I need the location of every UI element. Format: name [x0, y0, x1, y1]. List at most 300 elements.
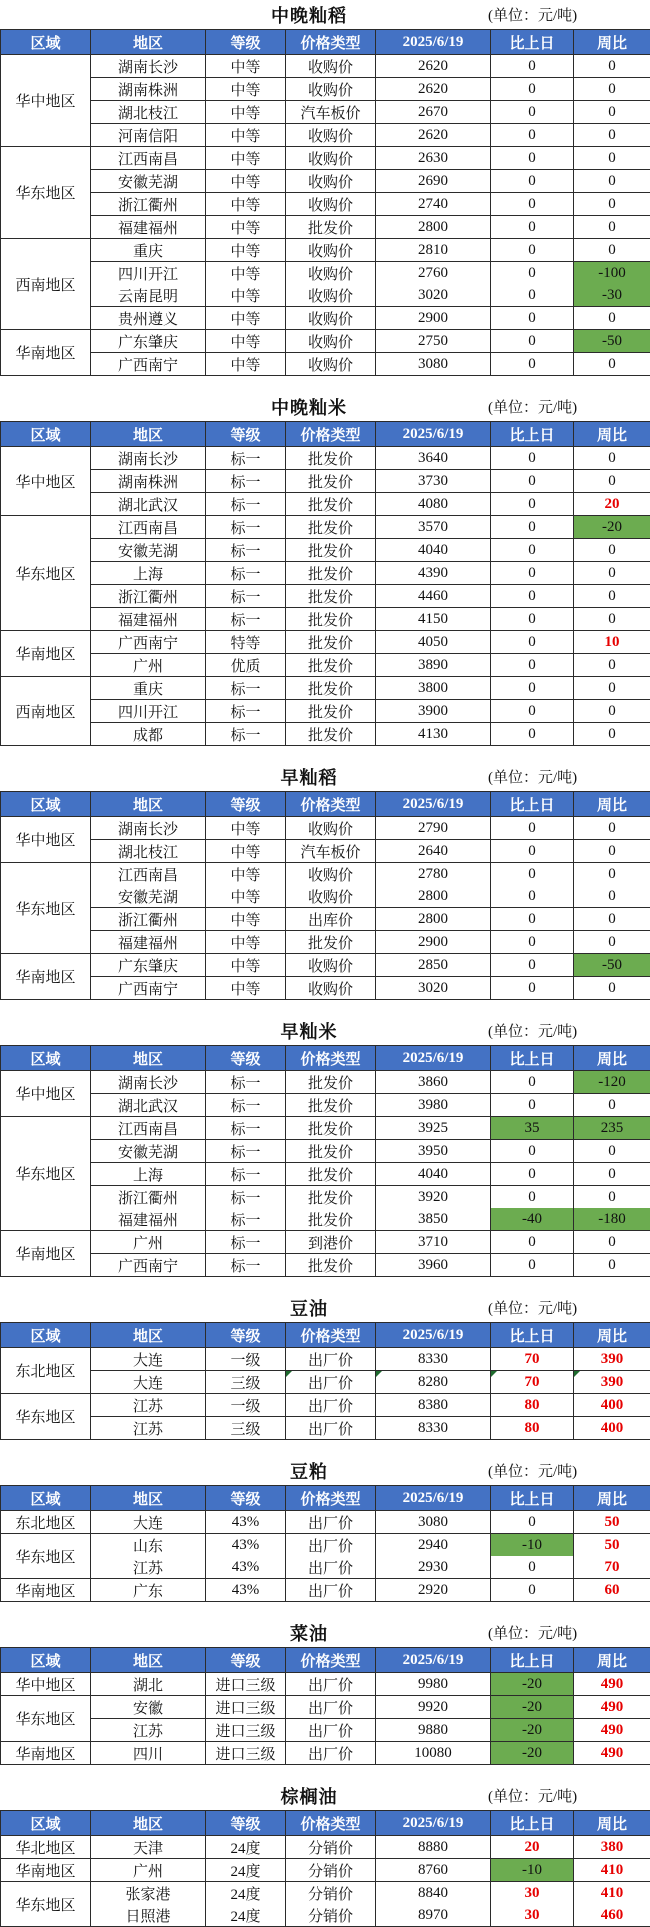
grade-cell: 中等	[206, 239, 286, 262]
grade-cell: 中等	[206, 55, 286, 78]
grade-cell: 标一	[206, 516, 286, 539]
column-header: 区域	[1, 792, 91, 817]
area-cell: 河南信阳	[91, 124, 206, 147]
grade-cell: 标一	[206, 1140, 286, 1163]
column-header: 区域	[1, 1046, 91, 1071]
column-header: 比上日	[491, 1486, 574, 1511]
price-cell: 3080	[376, 1511, 491, 1534]
table-row	[1, 700, 650, 723]
grade-cell: 标一	[206, 1231, 286, 1254]
region-cell: 华中地区	[1, 817, 91, 863]
day-change-cell: 0	[491, 55, 574, 78]
area-cell: 福建福州	[91, 216, 206, 239]
day-change-cell: 0	[491, 1579, 574, 1602]
column-header: 区域	[1, 1648, 91, 1673]
day-change-cell: 0	[491, 817, 574, 840]
week-change-cell: 235	[574, 1117, 650, 1140]
day-change-cell: -20	[491, 1719, 574, 1742]
week-change-cell: 490	[574, 1719, 650, 1742]
week-change-cell: 0	[574, 470, 650, 493]
area-cell: 广西南宁	[91, 1254, 206, 1277]
table-row	[1, 1071, 650, 1094]
day-change-cell: 0	[491, 654, 574, 677]
grade-cell: 特等	[206, 631, 286, 654]
price-cell: 3570	[376, 516, 491, 539]
day-change-cell: 0	[491, 493, 574, 516]
column-header: 地区	[91, 792, 206, 817]
day-change-cell: 0	[491, 585, 574, 608]
price-cell: 2850	[376, 954, 491, 977]
price-cell: 3960	[376, 1254, 491, 1277]
day-change-cell: 0	[491, 840, 574, 863]
table-title: 棕榈油	[130, 1783, 488, 1809]
column-header: 区域	[1, 1323, 91, 1348]
day-change-cell: 0	[491, 284, 574, 307]
table-title-row	[0, 1456, 650, 1485]
area-cell: 江苏	[91, 1417, 206, 1440]
comment-marker-icon	[491, 1371, 497, 1377]
column-header: 比上日	[491, 30, 574, 55]
header-row	[1, 1486, 650, 1511]
column-header: 比上日	[491, 1323, 574, 1348]
week-change-cell: 380	[574, 1836, 650, 1859]
day-change-cell: 0	[491, 78, 574, 101]
price-type-cell: 批发价	[286, 447, 376, 470]
price-type-cell: 批发价	[286, 677, 376, 700]
area-cell: 江苏	[91, 1719, 206, 1742]
price-type-cell: 批发价	[286, 631, 376, 654]
price-type-cell: 分销价	[286, 1859, 376, 1882]
price-type-cell: 批发价	[286, 585, 376, 608]
price-cell: 8970	[376, 1904, 491, 1927]
table-row	[1, 677, 650, 700]
day-change-cell: 0	[491, 977, 574, 1000]
day-change-cell: 0	[491, 931, 574, 954]
table-row	[1, 147, 650, 170]
grade-cell: 24度	[206, 1836, 286, 1859]
area-cell: 安徽	[91, 1696, 206, 1719]
table-row	[1, 863, 650, 886]
header-row	[1, 792, 650, 817]
region-cell: 华北地区	[1, 1836, 91, 1859]
area-cell: 湖北枝江	[91, 101, 206, 124]
table-row	[1, 55, 650, 78]
grade-cell: 标一	[206, 562, 286, 585]
price-cell: 2670	[376, 101, 491, 124]
week-change-cell: 0	[574, 1231, 650, 1254]
price-cell: 3920	[376, 1186, 491, 1209]
unit-label: (单位：元/吨)	[488, 1020, 650, 1041]
price-type-cell: 收购价	[286, 239, 376, 262]
area-cell: 湖南长沙	[91, 447, 206, 470]
table-section-5	[0, 1293, 650, 1440]
area-cell: 江西南昌	[91, 863, 206, 886]
price-cell: 2900	[376, 931, 491, 954]
unit-label: (单位：元/吨)	[488, 1622, 650, 1643]
price-cell: 8280	[376, 1371, 491, 1394]
week-change-cell: 0	[574, 539, 650, 562]
day-change-cell: 0	[491, 1140, 574, 1163]
region-cell: 华南地区	[1, 1231, 91, 1277]
price-table	[0, 1485, 650, 1602]
week-change-cell: -50	[574, 330, 650, 353]
day-change-cell: 20	[491, 1836, 574, 1859]
price-type-cell: 收购价	[286, 307, 376, 330]
price-cell: 2920	[376, 1579, 491, 1602]
column-header: 等级	[206, 30, 286, 55]
week-change-cell: 0	[574, 147, 650, 170]
column-header: 比上日	[491, 1046, 574, 1071]
day-change-cell: 0	[491, 516, 574, 539]
table-row	[1, 1859, 650, 1882]
grade-cell: 三级	[206, 1417, 286, 1440]
table-row	[1, 1371, 650, 1394]
area-cell: 湖北枝江	[91, 840, 206, 863]
table-row	[1, 539, 650, 562]
table-title-row	[0, 392, 650, 421]
price-type-cell: 出厂价	[286, 1579, 376, 1602]
table-row	[1, 1094, 650, 1117]
column-header: 地区	[91, 1486, 206, 1511]
price-type-cell: 出厂价	[286, 1673, 376, 1696]
column-header: 等级	[206, 1811, 286, 1836]
column-header: 等级	[206, 1486, 286, 1511]
day-change-cell: 0	[491, 353, 574, 376]
table-row	[1, 1394, 650, 1417]
area-cell: 浙江衢州	[91, 193, 206, 216]
table-row	[1, 1163, 650, 1186]
area-cell: 湖北武汉	[91, 493, 206, 516]
table-row	[1, 239, 650, 262]
price-type-cell: 批发价	[286, 1140, 376, 1163]
price-cell: 4150	[376, 608, 491, 631]
grade-cell: 优质	[206, 654, 286, 677]
grade-cell: 标一	[206, 493, 286, 516]
column-header: 地区	[91, 30, 206, 55]
area-cell: 安徽芜湖	[91, 539, 206, 562]
region-cell: 华南地区	[1, 631, 91, 677]
column-header: 周比	[574, 1648, 650, 1673]
price-type-cell: 收购价	[286, 885, 376, 908]
day-change-cell: 0	[491, 470, 574, 493]
day-change-cell: 0	[491, 677, 574, 700]
grade-cell: 进口三级	[206, 1719, 286, 1742]
area-cell: 湖北武汉	[91, 1094, 206, 1117]
region-cell: 华东地区	[1, 1394, 91, 1440]
area-cell: 大连	[91, 1371, 206, 1394]
table-row	[1, 840, 650, 863]
day-change-cell: 0	[491, 562, 574, 585]
day-change-cell: 0	[491, 170, 574, 193]
region-cell: 华南地区	[1, 1859, 91, 1882]
day-change-cell: -20	[491, 1742, 574, 1765]
column-header: 区域	[1, 30, 91, 55]
column-header: 等级	[206, 1046, 286, 1071]
table-row	[1, 1719, 650, 1742]
grade-cell: 24度	[206, 1859, 286, 1882]
price-type-cell: 批发价	[286, 1071, 376, 1094]
area-cell: 湖北	[91, 1673, 206, 1696]
price-type-cell: 批发价	[286, 562, 376, 585]
area-cell: 大连	[91, 1511, 206, 1534]
day-change-cell: 0	[491, 723, 574, 746]
grade-cell: 标一	[206, 1186, 286, 1209]
area-cell: 大连	[91, 1348, 206, 1371]
week-change-cell: 0	[574, 447, 650, 470]
area-cell: 湖南长沙	[91, 55, 206, 78]
price-cell: 3730	[376, 470, 491, 493]
price-cell: 3020	[376, 977, 491, 1000]
table-title-row	[0, 1293, 650, 1322]
column-header: 区域	[1, 422, 91, 447]
grade-cell: 标一	[206, 539, 286, 562]
price-cell: 3860	[376, 1071, 491, 1094]
table-row	[1, 353, 650, 376]
grade-cell: 标一	[206, 1163, 286, 1186]
column-header: 价格类型	[286, 1486, 376, 1511]
week-change-cell: -30	[574, 284, 650, 307]
week-change-cell: 0	[574, 677, 650, 700]
area-cell: 江苏	[91, 1394, 206, 1417]
table-gap	[0, 1000, 650, 1016]
area-cell: 福建福州	[91, 608, 206, 631]
area-cell: 浙江衢州	[91, 585, 206, 608]
week-change-cell: 0	[574, 608, 650, 631]
price-cell: 4040	[376, 1163, 491, 1186]
table-row	[1, 124, 650, 147]
week-change-cell: 50	[574, 1511, 650, 1534]
price-cell: 2940	[376, 1534, 491, 1557]
header-row	[1, 1046, 650, 1071]
price-cell: 2800	[376, 908, 491, 931]
day-change-cell: 0	[491, 1094, 574, 1117]
grade-cell: 中等	[206, 908, 286, 931]
area-cell: 张家港	[91, 1882, 206, 1905]
price-type-cell: 收购价	[286, 977, 376, 1000]
column-header: 区域	[1, 1486, 91, 1511]
grade-cell: 中等	[206, 101, 286, 124]
price-type-cell: 收购价	[286, 78, 376, 101]
area-cell: 福建福州	[91, 931, 206, 954]
column-header: 比上日	[491, 792, 574, 817]
column-header: 等级	[206, 422, 286, 447]
day-change-cell: 0	[491, 700, 574, 723]
comment-marker-icon	[574, 1371, 580, 1377]
area-cell: 上海	[91, 1163, 206, 1186]
week-change-cell: 0	[574, 723, 650, 746]
week-change-cell: -20	[574, 516, 650, 539]
day-change-cell: 70	[491, 1371, 574, 1394]
week-change-cell: -120	[574, 1071, 650, 1094]
column-header: 2025/6/19	[376, 1323, 491, 1348]
column-header: 2025/6/19	[376, 1811, 491, 1836]
area-cell: 广州	[91, 1231, 206, 1254]
grade-cell: 标一	[206, 1208, 286, 1231]
table-row	[1, 908, 650, 931]
day-change-cell: 80	[491, 1417, 574, 1440]
price-cell: 2620	[376, 78, 491, 101]
area-cell: 广东肇庆	[91, 954, 206, 977]
column-header: 等级	[206, 1323, 286, 1348]
area-cell: 重庆	[91, 239, 206, 262]
table-row	[1, 101, 650, 124]
grade-cell: 标一	[206, 608, 286, 631]
grade-cell: 标一	[206, 1254, 286, 1277]
day-change-cell: 80	[491, 1394, 574, 1417]
price-cell: 4040	[376, 539, 491, 562]
week-change-cell: 400	[574, 1394, 650, 1417]
region-cell: 华南地区	[1, 1579, 91, 1602]
day-change-cell: 0	[491, 885, 574, 908]
day-change-cell: 0	[491, 1186, 574, 1209]
day-change-cell: 0	[491, 147, 574, 170]
price-cell: 3710	[376, 1231, 491, 1254]
comment-marker-icon	[286, 1371, 292, 1377]
price-cell: 2810	[376, 239, 491, 262]
table-row	[1, 193, 650, 216]
area-cell: 山东	[91, 1534, 206, 1557]
week-change-cell: 0	[574, 1094, 650, 1117]
table-row	[1, 654, 650, 677]
day-change-cell: 30	[491, 1904, 574, 1927]
table-row	[1, 1348, 650, 1371]
table-row	[1, 608, 650, 631]
table-section-2	[0, 392, 650, 746]
week-change-cell: 0	[574, 908, 650, 931]
table-row	[1, 1186, 650, 1209]
column-header: 价格类型	[286, 422, 376, 447]
region-cell: 华东地区	[1, 516, 91, 631]
day-change-cell: -10	[491, 1859, 574, 1882]
price-type-cell: 收购价	[286, 124, 376, 147]
price-cell: 3080	[376, 353, 491, 376]
table-gap	[0, 1602, 650, 1618]
table-row	[1, 1140, 650, 1163]
grade-cell: 三级	[206, 1371, 286, 1394]
table-row	[1, 170, 650, 193]
grade-cell: 标一	[206, 700, 286, 723]
week-change-cell: 0	[574, 585, 650, 608]
grade-cell: 中等	[206, 817, 286, 840]
week-change-cell: 0	[574, 1254, 650, 1277]
price-cell: 2630	[376, 147, 491, 170]
price-cell: 2780	[376, 863, 491, 886]
column-header: 2025/6/19	[376, 792, 491, 817]
table-row	[1, 330, 650, 353]
week-change-cell: 0	[574, 562, 650, 585]
table-row	[1, 284, 650, 307]
price-cell: 9920	[376, 1696, 491, 1719]
week-change-cell: 0	[574, 78, 650, 101]
region-cell: 东北地区	[1, 1511, 91, 1534]
week-change-cell: 490	[574, 1673, 650, 1696]
grade-cell: 中等	[206, 193, 286, 216]
table-row	[1, 1208, 650, 1231]
price-type-cell: 批发价	[286, 654, 376, 677]
region-cell: 华东地区	[1, 1882, 91, 1927]
table-gap	[0, 746, 650, 762]
region-cell: 华中地区	[1, 1673, 91, 1696]
day-change-cell: 0	[491, 101, 574, 124]
price-cell: 8380	[376, 1394, 491, 1417]
price-type-cell: 批发价	[286, 1186, 376, 1209]
column-header: 地区	[91, 1323, 206, 1348]
column-header: 比上日	[491, 422, 574, 447]
table-title-row	[0, 1618, 650, 1647]
week-change-cell: 50	[574, 1534, 650, 1557]
price-table	[0, 1045, 650, 1277]
week-change-cell: 0	[574, 124, 650, 147]
week-change-cell: 0	[574, 654, 650, 677]
region-cell: 华中地区	[1, 55, 91, 147]
column-header: 周比	[574, 422, 650, 447]
table-gap	[0, 1765, 650, 1781]
price-cell: 8330	[376, 1417, 491, 1440]
price-cell: 2690	[376, 170, 491, 193]
day-change-cell: 0	[491, 1163, 574, 1186]
table-row	[1, 885, 650, 908]
grade-cell: 中等	[206, 977, 286, 1000]
area-cell: 云南昆明	[91, 284, 206, 307]
area-cell: 成都	[91, 723, 206, 746]
column-header: 等级	[206, 1648, 286, 1673]
header-row	[1, 30, 650, 55]
grade-cell: 进口三级	[206, 1696, 286, 1719]
table-row	[1, 470, 650, 493]
price-type-cell: 批发价	[286, 1117, 376, 1140]
price-cell: 3980	[376, 1094, 491, 1117]
price-cell: 2790	[376, 817, 491, 840]
price-type-cell: 出厂价	[286, 1742, 376, 1765]
table-section-4	[0, 1016, 650, 1277]
price-type-cell: 批发价	[286, 1208, 376, 1231]
day-change-cell: 0	[491, 216, 574, 239]
price-cell: 4460	[376, 585, 491, 608]
price-type-cell: 批发价	[286, 608, 376, 631]
grade-cell: 中等	[206, 262, 286, 285]
table-row	[1, 723, 650, 746]
price-table	[0, 1810, 650, 1927]
region-cell: 西南地区	[1, 677, 91, 746]
unit-label: (单位：元/吨)	[488, 1785, 650, 1806]
price-cell: 8880	[376, 1836, 491, 1859]
price-type-cell: 批发价	[286, 1254, 376, 1277]
price-type-cell: 批发价	[286, 700, 376, 723]
area-cell: 重庆	[91, 677, 206, 700]
price-cell: 8330	[376, 1348, 491, 1371]
area-cell: 安徽芜湖	[91, 170, 206, 193]
table-row	[1, 1534, 650, 1557]
table-title-row	[0, 1781, 650, 1810]
column-header: 价格类型	[286, 1811, 376, 1836]
header-row	[1, 1648, 650, 1673]
grade-cell: 中等	[206, 170, 286, 193]
day-change-cell: 0	[491, 631, 574, 654]
price-type-cell: 收购价	[286, 147, 376, 170]
column-header: 地区	[91, 1648, 206, 1673]
price-cell: 2800	[376, 885, 491, 908]
column-header: 周比	[574, 792, 650, 817]
price-cell: 2640	[376, 840, 491, 863]
day-change-cell: 0	[491, 1071, 574, 1094]
price-type-cell: 收购价	[286, 193, 376, 216]
table-row	[1, 1904, 650, 1927]
price-table	[0, 421, 650, 746]
table-row	[1, 977, 650, 1000]
table-row	[1, 78, 650, 101]
week-change-cell: 0	[574, 817, 650, 840]
day-change-cell: 0	[491, 447, 574, 470]
